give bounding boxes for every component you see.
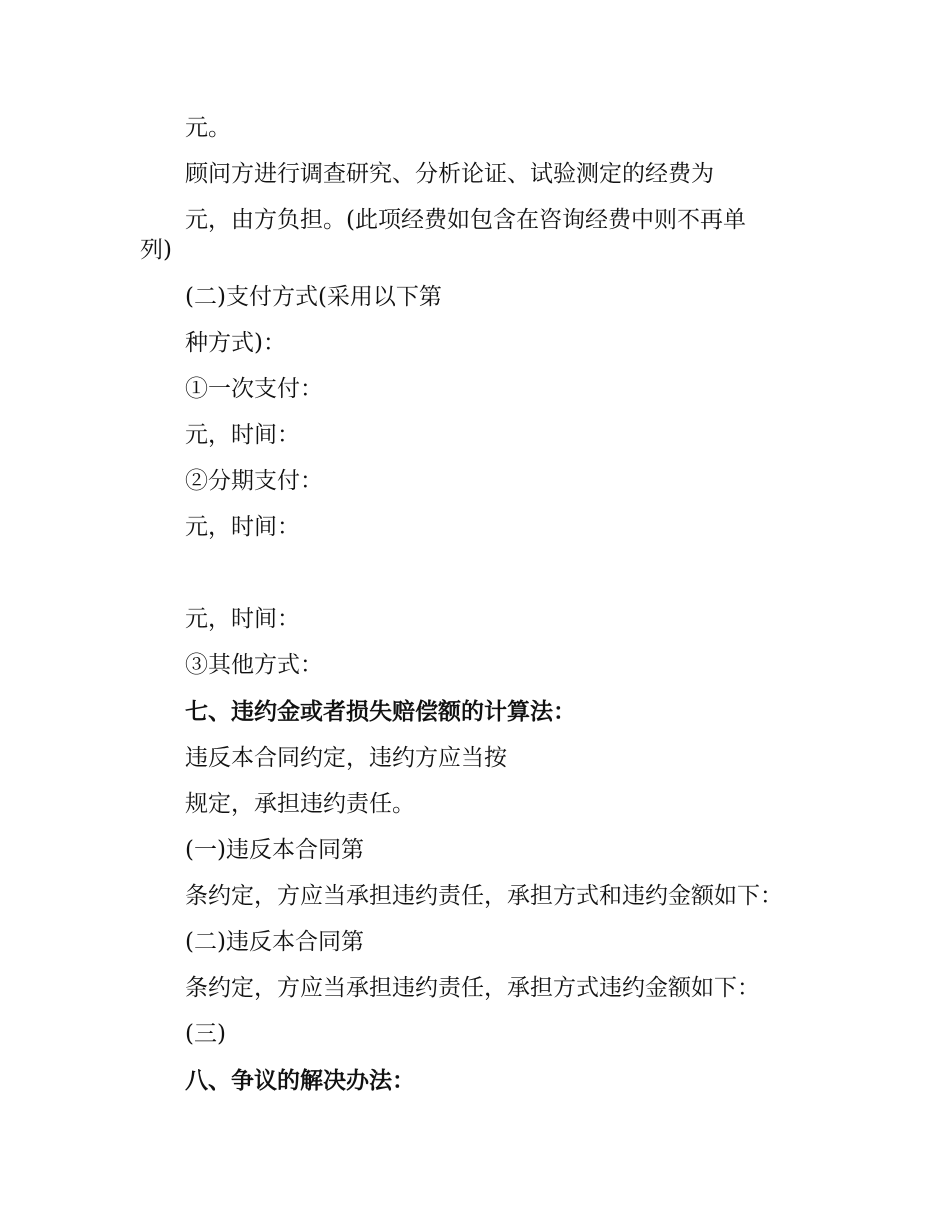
text-line: 条约定，方应当承担违约责任，承担方式违约金额如下： bbox=[185, 975, 760, 1001]
text-line: 种方式)： bbox=[185, 330, 286, 356]
text-line: 元，时间： bbox=[185, 514, 300, 540]
text-line: 元，由方负担。(此项经费如包含在咨询经费中则不再单 bbox=[185, 207, 746, 233]
text-line: 元，时间： bbox=[185, 422, 300, 448]
section-heading: 七、违约金或者损失赔偿额的计算法： bbox=[185, 699, 576, 725]
section-heading: 八、争议的解决办法： bbox=[185, 1068, 415, 1094]
text-line: 违反本合同约定，违约方应当按 bbox=[185, 745, 507, 771]
text-line: 顾问方进行调查研究、分析论证、试验测定的经费为 bbox=[185, 161, 714, 187]
text-line: 规定，承担违约责任。 bbox=[185, 791, 415, 817]
text-line: ②分期支付： bbox=[185, 468, 323, 494]
text-line: 条约定，方应当承担违约责任，承担方式和违约金额如下： bbox=[185, 883, 783, 909]
text-line: 列) bbox=[140, 237, 172, 263]
text-line: (二)违反本合同第 bbox=[185, 929, 364, 955]
text-line: 元。 bbox=[185, 115, 231, 141]
text-line: ①一次支付： bbox=[185, 376, 323, 402]
text-line: ③其他方式： bbox=[185, 652, 323, 678]
text-line: (二)支付方式(采用以下第 bbox=[185, 284, 442, 310]
text-line: 元，时间： bbox=[185, 606, 300, 632]
text-line: (一)违反本合同第 bbox=[185, 837, 364, 863]
text-line: (三) bbox=[185, 1021, 226, 1047]
